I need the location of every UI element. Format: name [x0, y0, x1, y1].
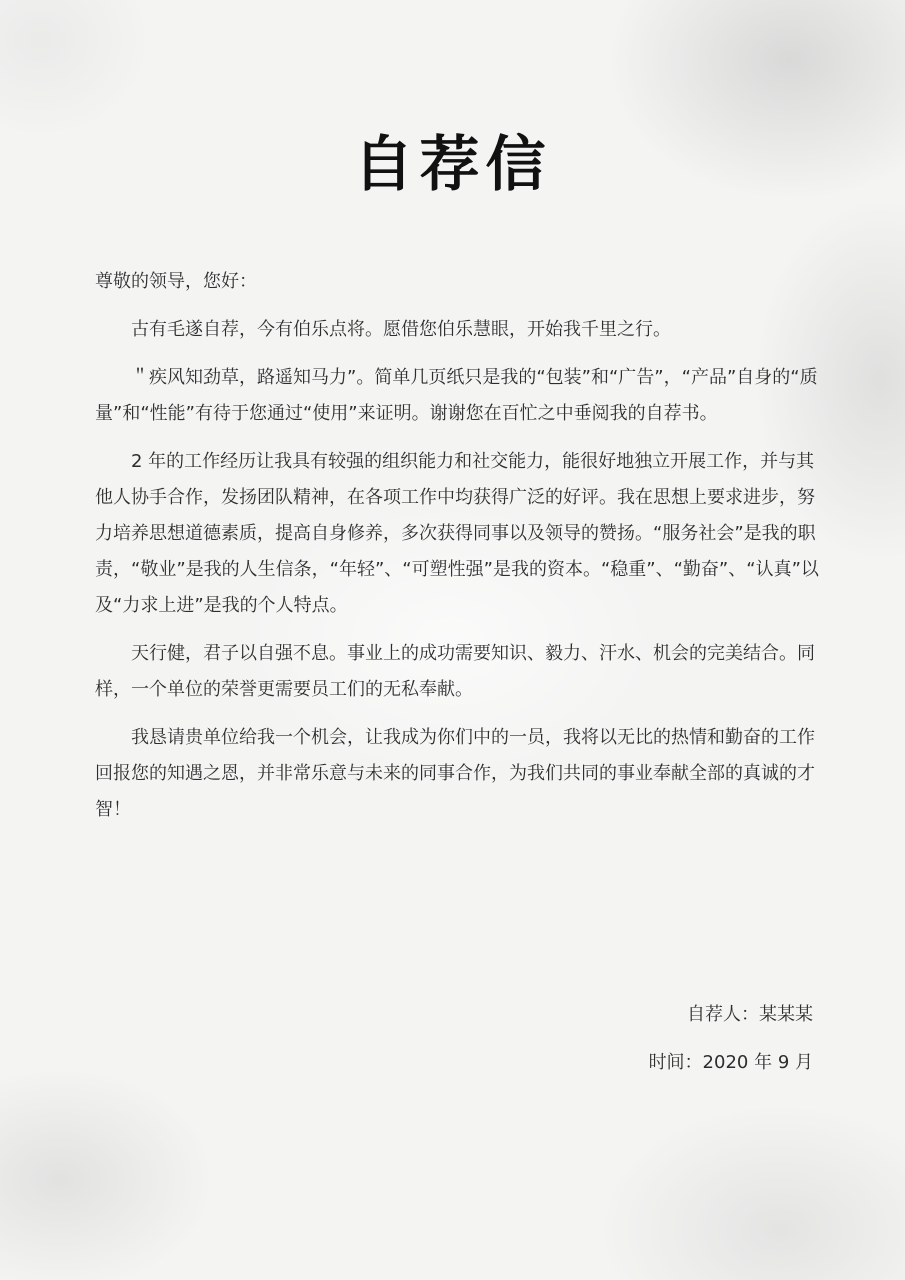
- signature-date: 时间：2020 年 9 月: [648, 1052, 813, 1073]
- paragraph-4: 天行健，君子以自强不息。事业上的成功需要知识、毅力、汗水、机会的完美结合。同样，一个单位的荣誉更需要员工们的无私奉献。: [95, 643, 815, 700]
- paragraph-1: 古有毛遂自荐，今有伯乐点将。愿借您伯乐慧眼，开始我千里之行。: [131, 319, 671, 340]
- signature-block: [649, 997, 813, 1093]
- greeting: 尊敬的领导，您好：: [95, 271, 257, 292]
- paragraph-2: ＂疾风知劲草，路遥知马力”。简单几页纸只是我的“包装”和“广告”，“产品”自身的“质量”和“性能”有待于您通过“使用”来证明。谢谢您在百忙之中垂阅我的自荐书。: [95, 367, 818, 424]
- letter-title: 自荐信: [353, 130, 552, 200]
- letter-body: [95, 264, 830, 840]
- signature-name: 自荐人：某某某: [687, 1004, 813, 1025]
- paragraph-5: 我恳请贵单位给我一个机会，让我成为你们中的一员，我将以无比的热情和勤奋的工作回报您的知遇之恩，并非常乐意与未来的同事合作，为我们共同的事业奉献全部的真诚的才智！: [95, 727, 815, 820]
- paragraph-3: 2 年的工作经历让我具有较强的组织能力和社交能力，能很好地独立开展工作，并与其他人协手合作，发扬团队精神，在各项工作中均获得广泛的好评。我在思想上要求进步，努力培养思想道德素质，提高自身修养，多次获得同事以及领导的赞扬。“服务社会”是我的职责，“敬业”是我的人生信条，“年轻”、“可塑性强”是我的资本。“稳重”、“勤奋”、“认真”以及“力求上进”是我的个人特点。: [95, 451, 819, 616]
